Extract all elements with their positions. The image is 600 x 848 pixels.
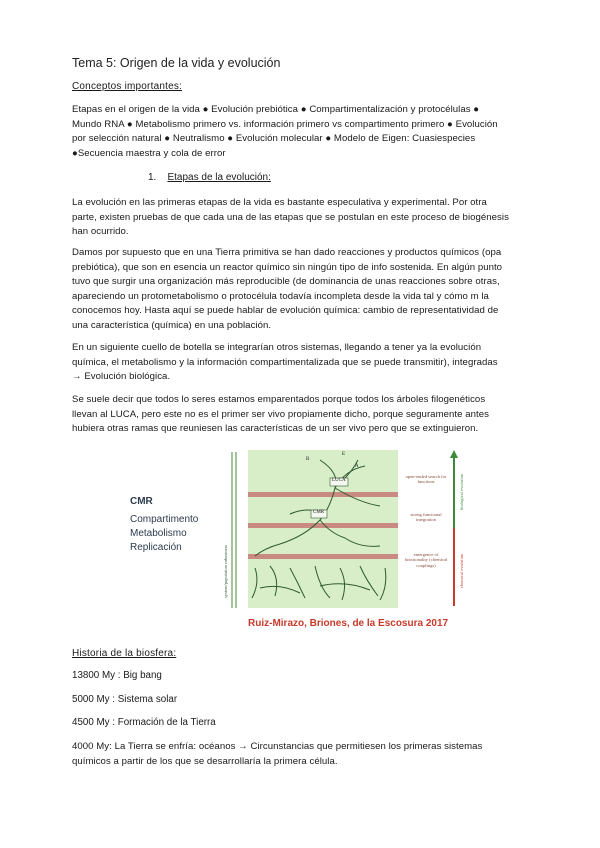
paragraph-line: una característica (química) en una población. (72, 319, 272, 331)
paragraph-line: En un siguiente cuello de botella se integrarían otros sistemas, llegando a tener ya la evolución (72, 342, 482, 353)
figure-bar (248, 554, 398, 559)
arrow-label: chemical evolution (459, 553, 464, 588)
figure-bar (248, 492, 398, 497)
evolution-figure (130, 448, 480, 638)
node-label-e: E (342, 452, 346, 457)
paragraph-line: han ocurrido. (72, 226, 129, 238)
left-vertical-label: system/population robustness (223, 544, 228, 598)
paragraph-line: Se suele decir que todos lo seres estamos emparentados porque todos los árboles filogenéticos (72, 394, 486, 405)
paragraph-line: La evolución en las primeras etapas de la vida es bastante especulativa y experimental. Por otra (72, 197, 487, 208)
figure-note: emergence of functionality (chemical couplings) (404, 552, 448, 568)
figure-note: open-ended search for functions (405, 474, 447, 485)
paragraph-line: Damos por supuesto que en una Tierra primitiva se han dado reacciones y productos químicos (opa (72, 247, 502, 258)
node-label-a: A (355, 464, 359, 469)
historia-item: 13800 My : Big bang (72, 670, 162, 681)
paragraph-line: químicos a partir de los que se desarrollaría la primera célula. (72, 755, 338, 767)
section-heading (148, 172, 271, 183)
paragraph-line: prebiótica), que son en esencia un reactor químico sin ningún tipo de info sostenida. En algún punto (72, 261, 503, 273)
conceptos-heading: Conceptos importantes: (72, 81, 183, 92)
cmr-node-label: CMR (313, 510, 325, 515)
paragraph-3 (72, 341, 530, 385)
paragraph-line: química, el metabolismo y la información compartimentalizada que se puede transmitir), integradas (72, 356, 498, 368)
historia-last (72, 740, 530, 769)
paragraph-line: 4000 My: La Tierra se enfría: océanos → Circunstancias que permitiesen los primeras sistemas (72, 741, 483, 752)
paragraph-line: → Evolución biológica. (72, 371, 171, 383)
page-title: Tema 5: Origen de la vida y evolución (72, 56, 281, 70)
figure-item-metabolismo: Metabolismo (130, 528, 187, 539)
paragraph-line: conocemos hoy. Hasta aquí se puede hablar de evolución química: cambio de representatividad de (72, 305, 499, 317)
historia-heading: Historia de la biosfera: (72, 648, 177, 659)
conceptos-line: por selección natural ● Neutralismo ● Evolución molecular ● Modelo de Eigen: Cuasiespecies (72, 133, 476, 145)
arrow-head-icon (450, 450, 458, 458)
historia-item: 4500 My : Formación de la Tierra (72, 717, 216, 728)
section-title: Etapas de la evolución: (167, 172, 271, 183)
figure-note: strong functional integration (410, 512, 442, 523)
figure-item-replicacion: Replicación (130, 542, 182, 553)
paragraph-line: parte, existen pruebas de que cada una de las etapas que se postulan en este proceso de biogénesis (72, 211, 509, 223)
figure-caption: Ruiz-Mirazo, Briones, de la Escosura 2017 (248, 618, 449, 629)
luca-label: LUCA (332, 478, 346, 483)
paragraph-4 (72, 393, 530, 437)
paragraph-line: hubiera otras ramas que reuniesen las características de un ser vivo pero que se extinguieron. (72, 423, 479, 435)
historia-item: 5000 My : Sistema solar (72, 694, 178, 705)
figure-diagram (130, 448, 480, 613)
figure-cmr-heading: CMR (130, 496, 153, 507)
figure-band (248, 450, 398, 608)
paragraph-2 (72, 246, 530, 334)
conceptos-list (72, 103, 530, 161)
conceptos-line: ●Secuencia maestra y cola de error (72, 147, 226, 159)
paragraph-1 (72, 196, 530, 240)
figure-item-compartimento: Compartimento (130, 514, 199, 525)
paragraph-line: llevan al LUCA, pero este no es el primer ser vivo propiamente dicho, porque seguramente antes (72, 408, 489, 420)
paragraph-line: apareciendo un protometabolismo o protocélula todavía incompleta desde la vida tal y cómo m la (72, 290, 489, 302)
conceptos-line: Mundo RNA ● Metabolismo primero vs. información primero vs compartimento primero ● Evolución (72, 118, 498, 130)
conceptos-line: Etapas en el origen de la vida ● Evolución prebiótica ● Compartimentalización y protocélulas ● (72, 104, 480, 115)
paragraph-line: tuvo que surgir una organización más reproducible (de dominancia de unas reacciones sobre otras, (72, 276, 500, 288)
node-label-b: B (306, 457, 310, 462)
section-number: 1. (148, 172, 157, 183)
arrow-label: biological evolution (459, 473, 464, 510)
